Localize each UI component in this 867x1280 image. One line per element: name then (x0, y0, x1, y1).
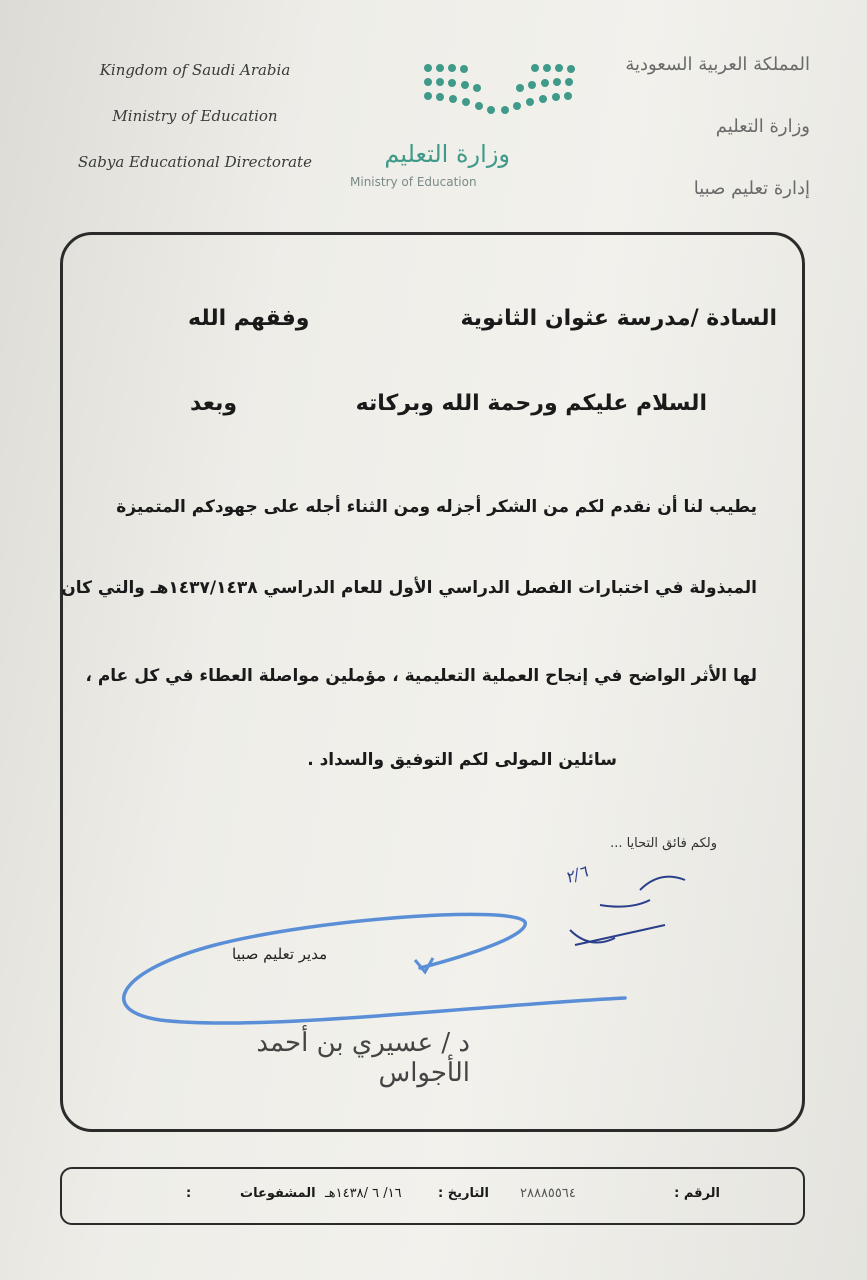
attachments-colon: : (186, 1186, 192, 1201)
blessing: وفقهم الله (188, 306, 310, 331)
body-line-1: يطيب لنا أن نقدم لكم من الشكر أجزله ومن الثناء أجله على جهودكم المتميزة (116, 497, 757, 517)
ministry-logo-icon (345, 55, 575, 195)
director-title: مدير تعليم صبيا (232, 945, 328, 963)
body-line-3: لها الأثر الواضح في إنجاح العملية التعليمية ، مؤملين مواصلة العطاء في كل عام ، (85, 666, 757, 686)
header-directorate: Sabya Educational Directorate (78, 153, 312, 171)
header-kingdom-ar: المملكة العربية السعودية (625, 54, 810, 75)
addressee: السادة /مدرسة عثوان الثانوية (460, 306, 777, 331)
header-ministry: Ministry of Education (112, 107, 278, 125)
body-line-2: المبذولة في اختبارات الفصل الدراسي الأول للعام الدراسي ١٤٣٧/١٤٣٨هـ والتي كان (61, 578, 757, 598)
reference-label: الرقم : (674, 1186, 720, 1201)
reference-value: ٢٨٨٨٥٥٦٤ (520, 1186, 576, 1201)
header-ministry-ar: وزارة التعليم (715, 116, 810, 137)
date-value: ١٦/ ٦ /١٤٣٨هـ (325, 1186, 402, 1201)
handwritten-date: ٢/٦ (562, 861, 591, 888)
logo-english-text: Ministry of Education (350, 175, 477, 189)
english-header (50, 55, 340, 193)
closing-salutation: ولكم فائق التحايا ... (610, 836, 717, 851)
arabic-header (600, 45, 810, 231)
logo-arabic-text: وزارة التعليم (384, 140, 510, 168)
after-greeting: وبعد (190, 391, 238, 416)
attachments-label: المشفوعات (240, 1186, 316, 1201)
header-directorate-ar: إدارة تعليم صبيا (693, 178, 810, 199)
signer-name: د / عسيري بن أحمد الأجواس (256, 1028, 470, 1088)
body-line-4: سائلين المولى لكم التوفيق والسداد . (307, 750, 617, 770)
date-label: التاريخ : (438, 1186, 489, 1201)
greeting: السلام عليكم ورحمة الله وبركاته (355, 391, 707, 416)
header-kingdom: Kingdom of Saudi Arabia (99, 61, 291, 79)
